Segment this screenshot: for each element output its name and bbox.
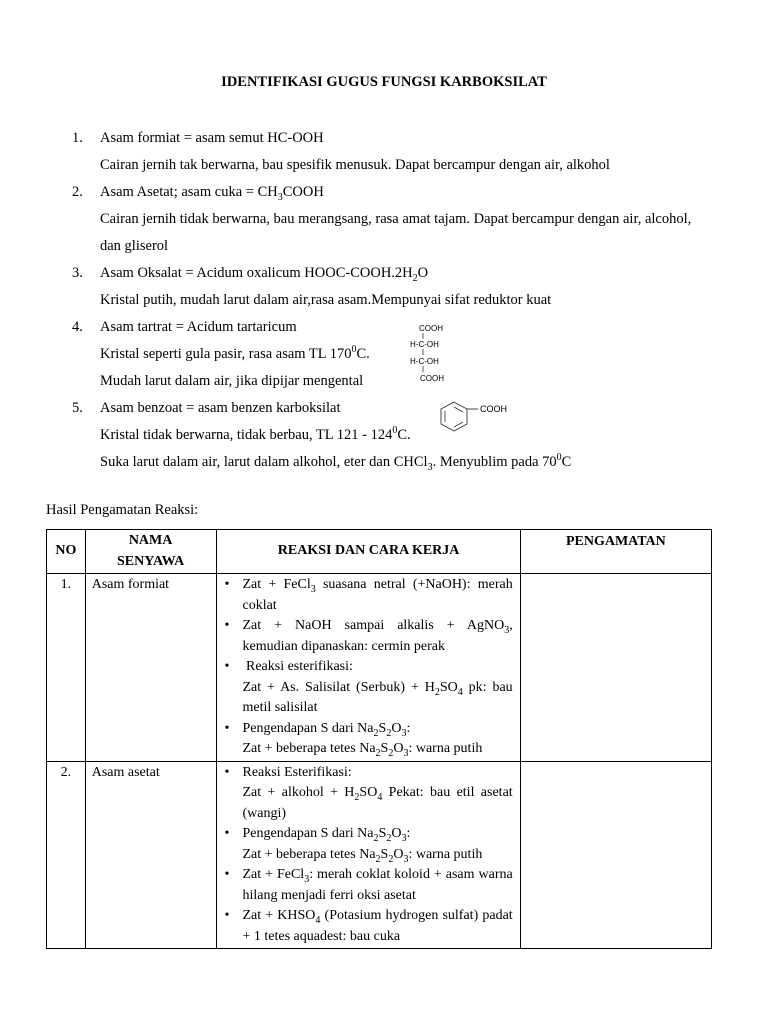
row-reactions bbox=[217, 574, 520, 762]
row-number: 2. bbox=[47, 761, 86, 949]
page-title: IDENTIFIKASI GUGUS FUNGSI KARBOKSILAT bbox=[221, 74, 547, 90]
table-header-row bbox=[47, 530, 712, 574]
item-description: Kristal seperti gula pasir, rasa asam TL $170^0C$. bbox=[100, 344, 370, 362]
item-formula: Asam tartrat = Acidum tartaricum bbox=[100, 319, 297, 335]
header-name: NAMA SENYAWA bbox=[85, 530, 217, 574]
item-description: dan gliserol bbox=[100, 238, 169, 254]
table-row bbox=[47, 761, 712, 949]
item-formula: Asam Oksalat = Acidum oxalicum HOOC-$COOH.2H_2O$ bbox=[100, 265, 429, 284]
structure-label: COOH bbox=[420, 374, 444, 383]
header-reaction: REAKSI DAN CARA KERJA bbox=[217, 530, 520, 574]
item-description: Kristal putih, mudah larut dalam air,rasa asam.Mempunyai sifat reduktor kuat bbox=[100, 292, 552, 308]
table-row bbox=[47, 574, 712, 762]
item-number: 4. bbox=[72, 319, 83, 335]
item-number: 1. bbox=[72, 130, 83, 146]
tartaric-acid-structure bbox=[408, 320, 468, 388]
reaction-item: • Zat + $KHSO_4$ (Potasium hydrogen sulfat) padat + 1 tetes aquadest: bau cuka bbox=[224, 908, 513, 944]
header-observation: PENGAMATAN bbox=[520, 530, 711, 574]
reaction-item: • Pengendapan S dari $Na_2S_2O_3$: Zat + beberapa tetes $Na_2S_2O_3$: warna putih bbox=[224, 826, 483, 865]
reaction-item: • Zat + FeCl$_3$ suasana netral (+NaOH): merah coklat bbox=[224, 577, 513, 613]
structure-label: COOH bbox=[480, 404, 507, 414]
item-formula: Asam formiat = asam semut HC-OOH bbox=[100, 130, 324, 146]
item-number: 3. bbox=[72, 265, 83, 281]
structure-label: COOH bbox=[419, 324, 443, 333]
row-observation bbox=[520, 574, 711, 762]
compound-list bbox=[72, 125, 732, 476]
item-description: Kristal tidak berwarna, tidak berbau, TL $121 - 124^0C$. bbox=[100, 425, 411, 443]
reaction-item: • Zat + FeCl$_3$: merah coklat koloid + asam warna hilang menjadi ferri oksi asetat bbox=[224, 867, 513, 903]
item-formula: Asam benzoat = asam benzen karboksilat bbox=[100, 400, 341, 416]
row-compound: Asam asetat bbox=[85, 761, 217, 949]
header-no: NO bbox=[47, 530, 86, 574]
reaction-item: • Reaksi Esterifikasi: Zat + alkohol + $H_2SO_4$ Pekat: bau etil asetat (wangi) bbox=[224, 764, 513, 821]
item-description: Mudah larut dalam air, jika dipijar mengental bbox=[100, 373, 364, 389]
benzoic-acid-structure bbox=[440, 398, 530, 440]
structure-label: H-C-OH bbox=[410, 357, 439, 366]
item-number: 5. bbox=[72, 400, 83, 416]
item-description: Cairan jernih tak berwarna, bau spesifik menusuk. Dapat bercampur dengan air, alkohol bbox=[100, 157, 610, 173]
list-item bbox=[72, 125, 732, 179]
reaction-item: • Reaksi esterifikasi: Zat + As. Salisilat (Serbuk) + $H_2SO_4$ pk: bau metil salisilat bbox=[224, 659, 513, 715]
list-item bbox=[72, 179, 732, 260]
list-item bbox=[72, 314, 732, 395]
item-description: Cairan jernih tidak berwarna, bau merangsang, rasa amat tajam. Dapat bercampur dengan air, alcohol, bbox=[100, 211, 692, 227]
section-heading: Hasil Pengamatan Reaksi: bbox=[46, 502, 199, 518]
item-formula: Asam Asetat; asam cuka = $CH_3COOH$ bbox=[100, 184, 324, 203]
row-observation bbox=[520, 761, 711, 949]
reaction-item: • Pengendapan S dari $Na_2S_2O_3$: Zat + beberapa tetes $Na_2S_2O_3$: warna putih bbox=[224, 720, 483, 759]
row-reactions bbox=[217, 761, 520, 949]
structure-label: H-C-OH bbox=[410, 340, 439, 349]
item-description: Suka larut dalam air, larut dalam alkohol, eter dan CHCl$_3$. Menyublim pada $70^0C$ bbox=[100, 452, 572, 473]
observation-table bbox=[46, 529, 712, 949]
row-number: 1. bbox=[47, 574, 86, 762]
row-compound: Asam formiat bbox=[85, 574, 217, 762]
reaction-item: • Zat + NaOH sampai alkalis + AgNO$_3$, kemudian dipanaskan: cermin perak bbox=[224, 618, 513, 654]
list-item bbox=[72, 260, 732, 314]
item-number: 2. bbox=[72, 184, 83, 200]
list-item bbox=[72, 395, 732, 476]
